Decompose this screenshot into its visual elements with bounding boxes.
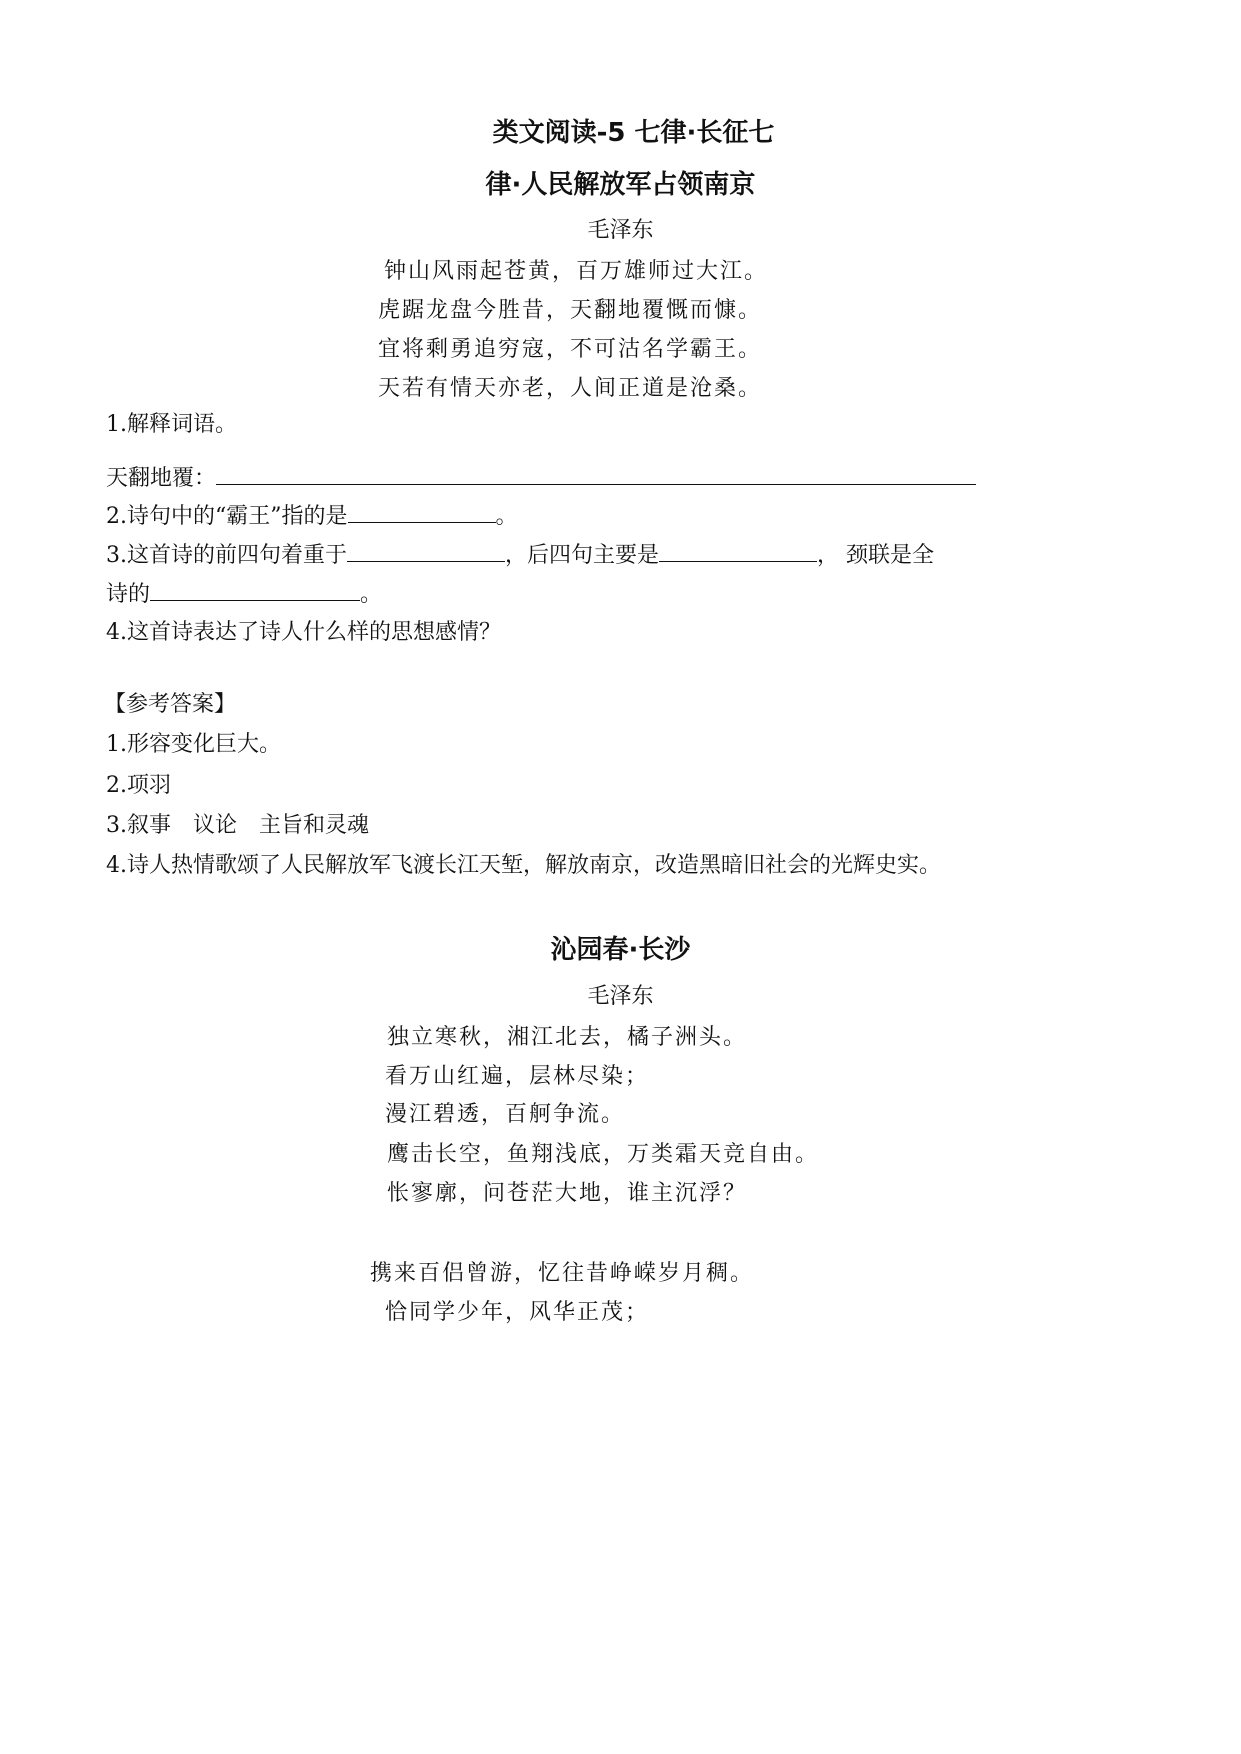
poem-line: 看万山红遍，层林尽染；: [385, 1064, 650, 1089]
poem-author: 毛泽东: [587, 984, 654, 1009]
question-3-continued: [106, 580, 382, 609]
question-2-text: 2.诗句中的“霸王”指的是: [106, 504, 348, 529]
poem-author: 毛泽东: [587, 218, 654, 243]
poem-line: 携来百侣曾游，忆往昔峥嵘岁月稠。: [370, 1261, 755, 1286]
poem-line: 虎踞龙盘今胜昔，天翻地覆慨而慷。: [378, 298, 763, 323]
answer-item: 3.叙事 议论 主旨和灵魂: [106, 813, 369, 838]
question-1-term: [106, 464, 976, 493]
poem-title: 沁园春·长沙: [550, 935, 691, 965]
document-title-continued: 律·人民解放军占领南京: [485, 170, 756, 200]
answer-blank[interactable]: [659, 541, 817, 562]
poem-line: 怅寥廓，问苍茫大地，谁主沉浮？: [387, 1181, 748, 1206]
punctuation: 。: [495, 504, 518, 529]
question-3: [106, 541, 934, 570]
answer-blank[interactable]: [150, 580, 360, 601]
term-label: 天翻地覆：: [106, 466, 217, 491]
poem-line: 天若有情天亦老，人间正道是沧桑。: [378, 376, 763, 401]
poem-line: 鹰击长空，鱼翔浅底，万类霜天竞自由。: [387, 1142, 820, 1167]
question-1: 1.解释词语。: [106, 412, 237, 437]
poem-line: 钟山风雨起苍黄，百万雄师过大江。: [384, 259, 769, 284]
answer-blank[interactable]: [348, 502, 496, 523]
poem-line: 漫江碧透，百舸争流。: [385, 1102, 626, 1127]
question-4: 4.这首诗表达了诗人什么样的思想感情？: [106, 620, 501, 645]
answers-heading: 【参考答案】: [104, 692, 237, 717]
document-title: 类文阅读-5 七律·长征七: [492, 118, 775, 148]
question-3-text: ，后四句主要是: [505, 543, 660, 568]
punctuation: 。: [360, 582, 383, 607]
question-3-text: ， 颈联是全: [817, 543, 935, 568]
answer-item: 1.形容变化巨大。: [106, 732, 281, 757]
poem-line: 宜将剩勇追穷寇，不可沽名学霸王。: [378, 337, 763, 362]
answer-item: 4.诗人热情歌颂了人民解放军飞渡长江天堑，解放南京，改造黑暗旧社会的光辉史实。: [106, 853, 941, 878]
answer-blank[interactable]: [216, 464, 976, 485]
question-3-text: 3.这首诗的前四句着重于: [106, 543, 347, 568]
answer-blank[interactable]: [347, 541, 505, 562]
question-2: [106, 502, 518, 531]
answer-item: 2.项羽: [106, 773, 171, 798]
poem-line: 恰同学少年，风华正茂；: [385, 1300, 650, 1325]
poem-line: 独立寒秋，湘江北去，橘子洲头。: [387, 1025, 748, 1050]
question-3-text: 诗的: [106, 582, 151, 607]
